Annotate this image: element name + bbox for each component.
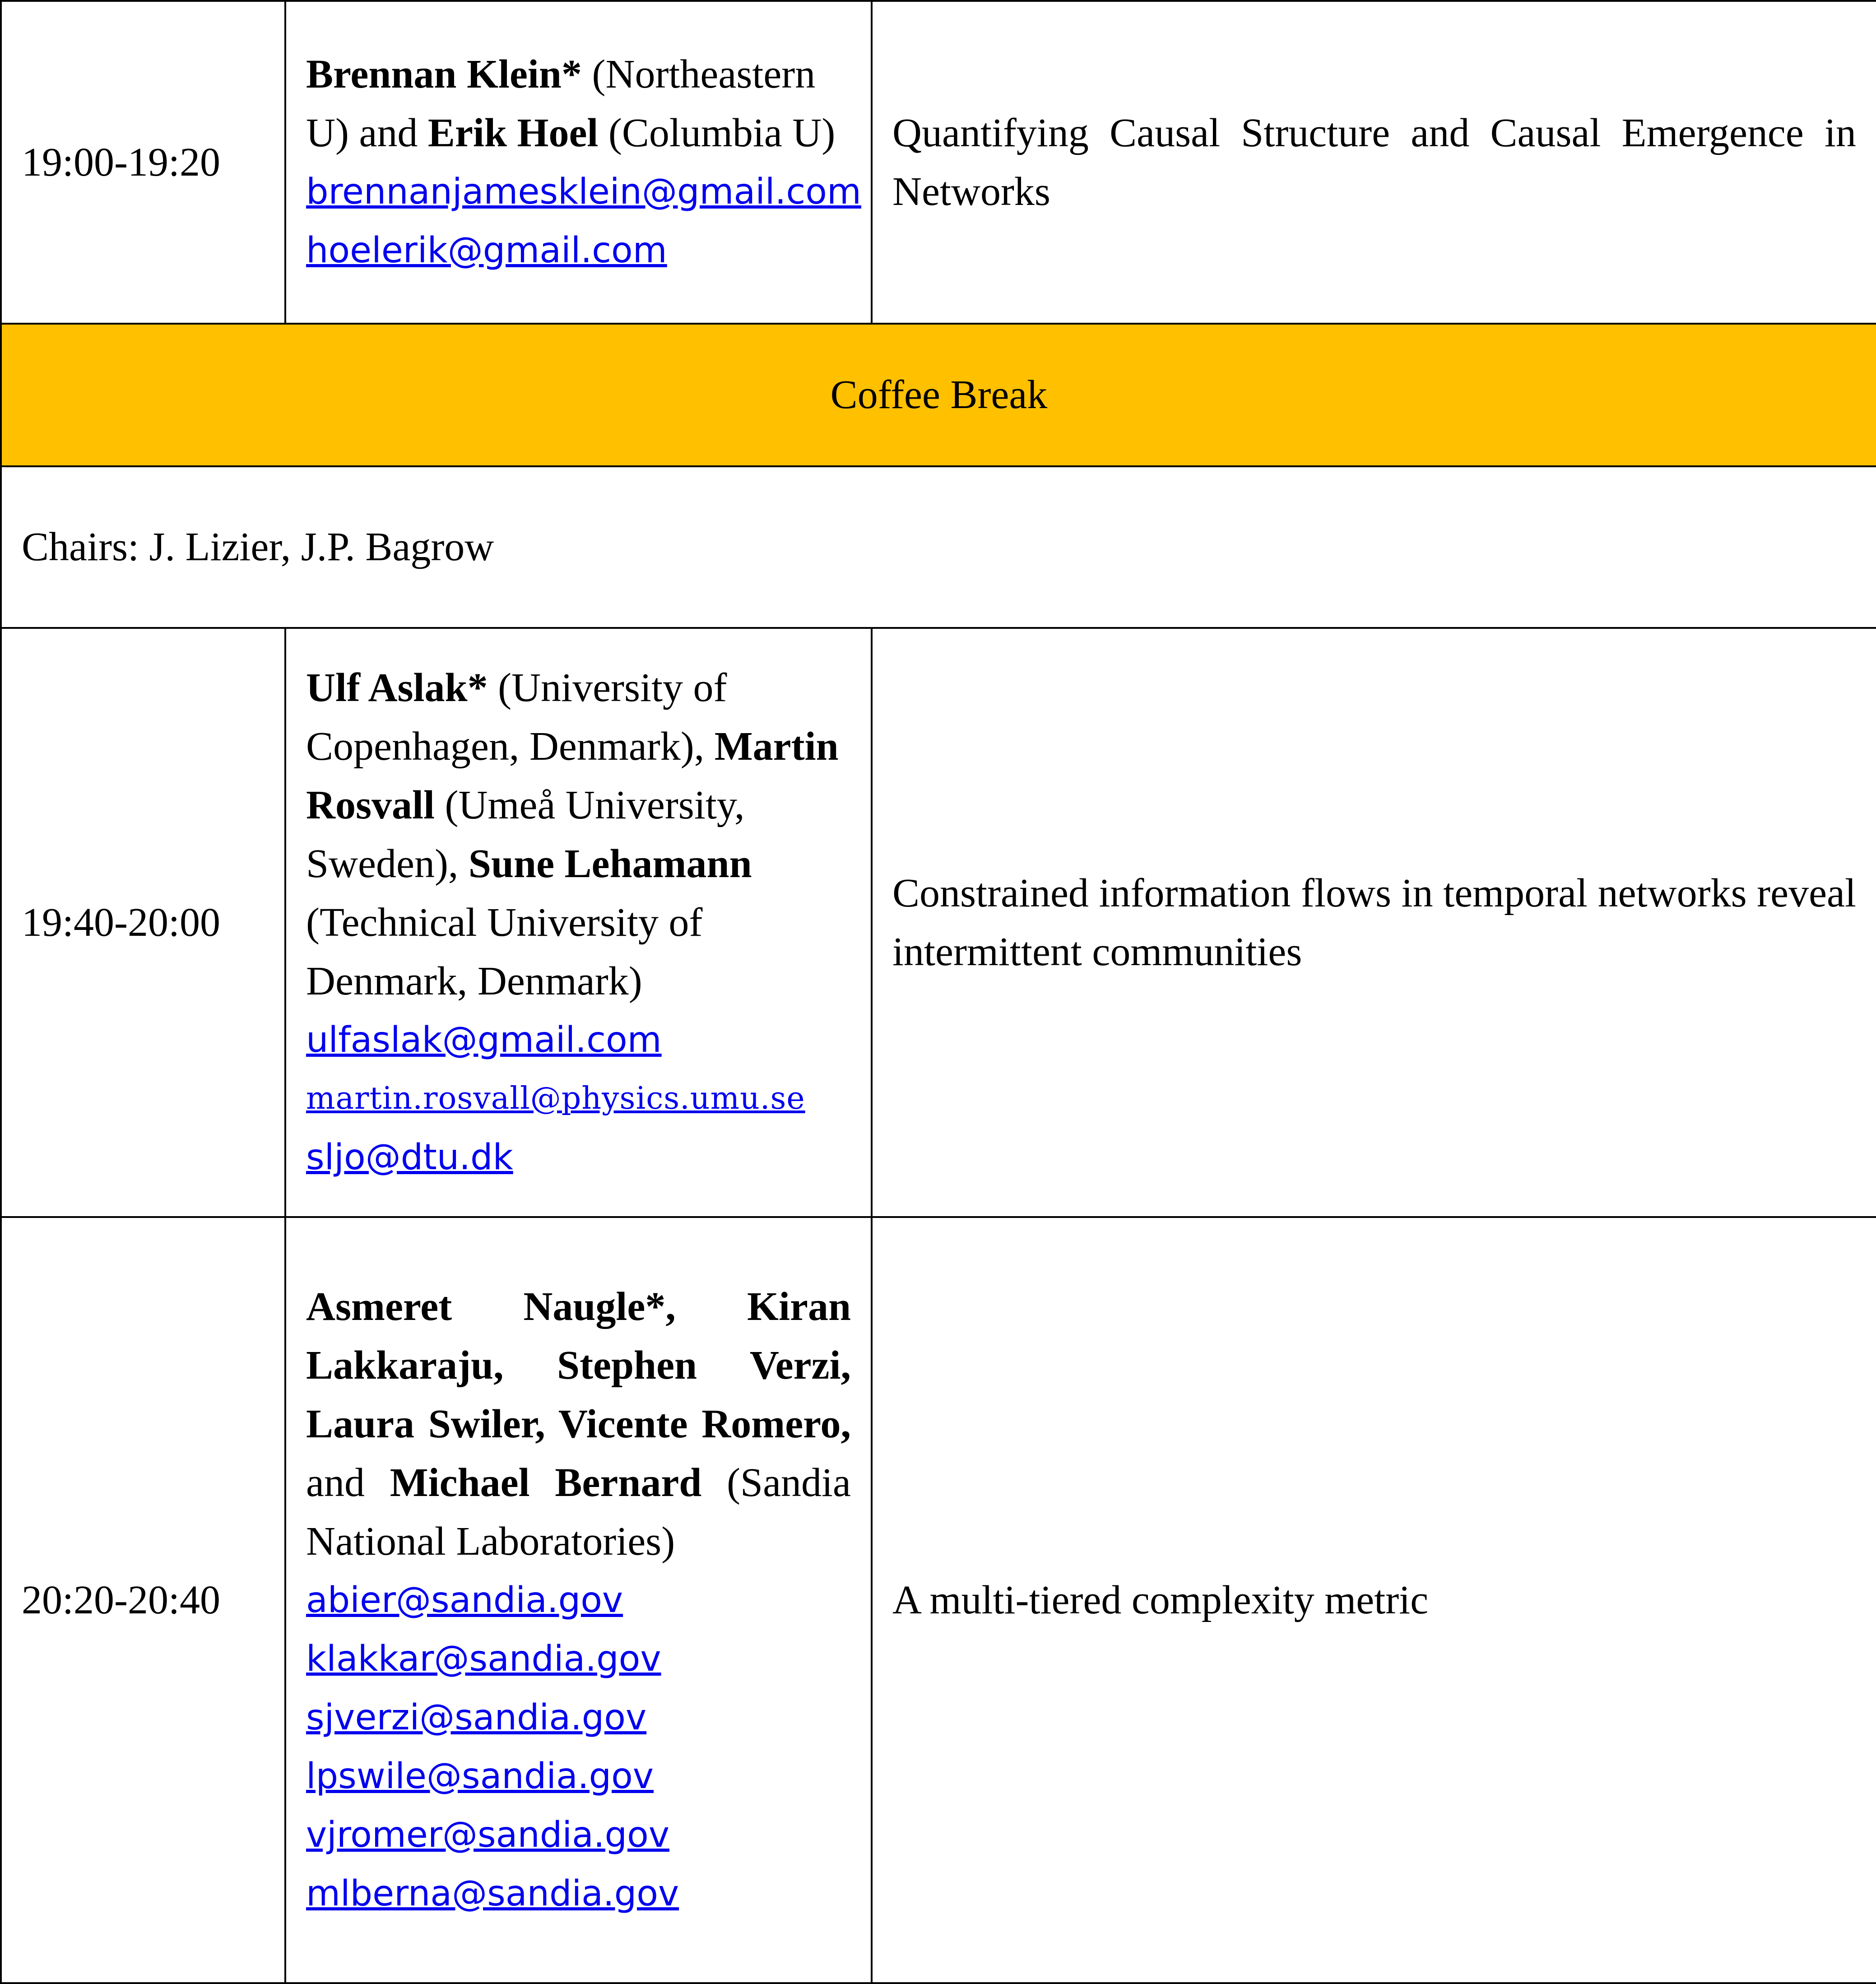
email-link[interactable]: lpswile@sandia.gov: [306, 1756, 654, 1797]
session-row: [1, 628, 1876, 1217]
email-link[interactable]: hoelerik@gmail.com: [306, 230, 667, 271]
author-list: [306, 659, 851, 1011]
session-row: [1, 1, 1876, 324]
author-list: [306, 45, 851, 163]
author-name: Michael Bernard: [390, 1460, 702, 1505]
author-name: Sune Lehamann: [468, 841, 752, 886]
author-name: Brennan Klein*: [306, 51, 582, 97]
email-link[interactable]: sljo@dtu.dk: [306, 1137, 513, 1178]
session-authors: [285, 628, 872, 1217]
author-list: [306, 1278, 851, 1571]
chairs-row: [1, 466, 1876, 628]
talk-title: Constrained information flows in temporal networks reveal intermittent communities: [872, 628, 1876, 1217]
author-affiliation: (Sandia National Laboratories): [306, 1460, 851, 1564]
author-name: Asmeret Naugle*, Kiran Lakkaraju, Stephen Verzi, Laura Swiler, Vicente Romero,: [306, 1284, 851, 1446]
author-affiliation: (Umeå University, Sweden),: [306, 782, 745, 886]
email-link[interactable]: brennanjamesklein@gmail.com: [306, 171, 861, 212]
session-time: 20:20-20:40: [1, 1217, 285, 1983]
session-time: 19:00-19:20: [1, 1, 285, 324]
session-authors: [285, 1217, 872, 1983]
author-name: Erik Hoel: [427, 110, 599, 155]
session-time: 19:40-20:00: [1, 628, 285, 1217]
author-affiliation: (Columbia U): [598, 110, 836, 155]
author-name: Ulf Aslak*: [306, 665, 488, 710]
author-affiliation: (Northeastern U) and: [306, 51, 816, 155]
session-chairs: Chairs: J. Lizier, J.P. Bagrow: [1, 466, 1876, 628]
author-affiliation: (Technical University of Denmark, Denmark): [306, 900, 703, 1004]
email-link[interactable]: vjromer@sandia.gov: [306, 1814, 669, 1855]
author-affiliation: (University of Copenhagen, Denmark),: [306, 665, 727, 769]
email-link[interactable]: sjverzi@sandia.gov: [306, 1697, 647, 1738]
email-link[interactable]: martin.rosvall@physics.umu.se: [306, 1080, 805, 1116]
author-affiliation: and: [306, 1460, 390, 1505]
email-link[interactable]: abier@sandia.gov: [306, 1580, 623, 1621]
talk-title: A multi-tiered complexity metric: [872, 1217, 1876, 1983]
email-link[interactable]: mlberna@sandia.gov: [306, 1873, 679, 1914]
session-row: [1, 1217, 1876, 1983]
email-link[interactable]: klakkar@sandia.gov: [306, 1638, 661, 1679]
email-link[interactable]: ulfaslak@gmail.com: [306, 1019, 662, 1060]
coffee-break-label: Coffee Break: [1, 324, 1876, 466]
author-name: Martin Rosvall: [306, 724, 839, 827]
session-authors: [285, 1, 872, 324]
talk-title: Quantifying Causal Structure and Causal Emergence in Networks: [872, 1, 1876, 324]
break-row: [1, 324, 1876, 466]
